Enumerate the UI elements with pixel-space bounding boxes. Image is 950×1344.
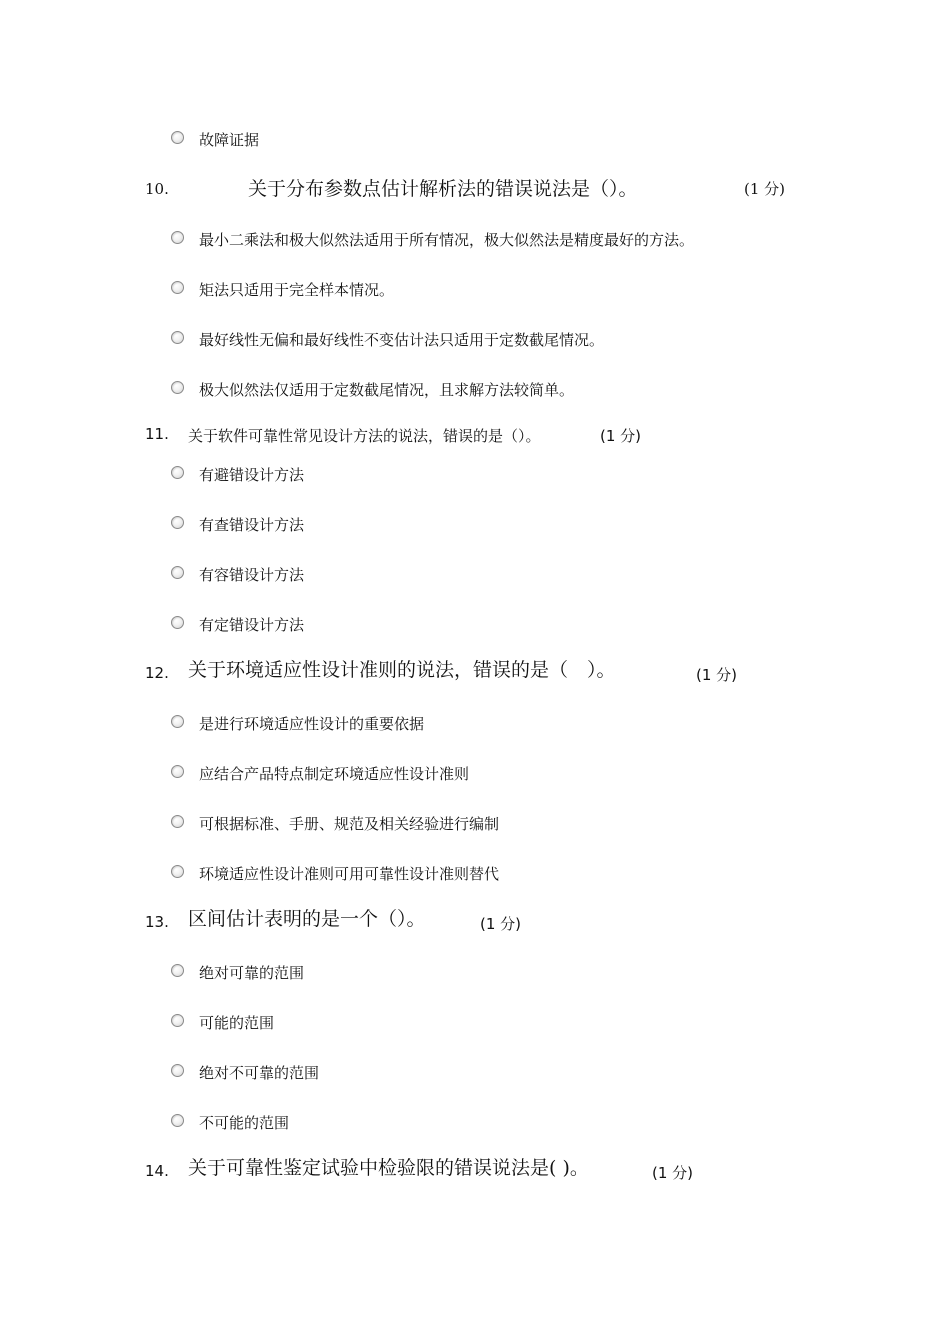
option-label: 是进行环境适应性设计的重要依据 [199, 715, 425, 733]
option-label: 可能的范围 [199, 1014, 275, 1032]
option-label: 有容错设计方法 [199, 566, 305, 584]
option-q13-a[interactable] [171, 961, 304, 985]
radio-button-icon[interactable] [171, 466, 184, 479]
question-number: 13. [145, 913, 169, 931]
option-q13-d[interactable] [171, 1111, 289, 1135]
question-score: (1 分) [652, 1164, 694, 1182]
radio-button-icon[interactable] [171, 381, 184, 394]
option-label: 矩法只适用于完全样本情况。 [199, 281, 395, 299]
question-score: (1 分) [696, 666, 738, 684]
radio-button-icon[interactable] [171, 865, 184, 878]
question-text: 关于分布参数点估计解析法的错误说法是（）。 [248, 178, 638, 200]
option-label: 故障证据 [199, 131, 260, 149]
option-label: 最小二乘法和极大似然法适用于所有情况，极大似然法是精度最好的方法。 [199, 231, 695, 249]
option-q11-c[interactable] [171, 563, 304, 587]
radio-button-icon[interactable] [171, 231, 184, 244]
option-q10-b[interactable] [171, 278, 394, 302]
question-12 [0, 652, 950, 686]
option-label: 绝对不可靠的范围 [199, 1064, 320, 1082]
question-text: 区间估计表明的是一个（）。 [188, 908, 426, 930]
radio-button-icon[interactable] [171, 616, 184, 629]
option-q12-b[interactable] [171, 762, 469, 786]
radio-button-icon[interactable] [171, 566, 184, 579]
option-label: 极大似然法仅适用于定数截尾情况，且求解方法较简单。 [199, 381, 575, 399]
option-label: 环境适应性设计准则可用可靠性设计准则替代 [199, 865, 500, 883]
radio-button-icon[interactable] [171, 765, 184, 778]
option-q13-b[interactable] [171, 1011, 274, 1035]
question-text: 关于环境适应性设计准则的说法，错误的是（ ）。 [188, 659, 616, 681]
radio-button-icon[interactable] [171, 131, 184, 144]
option-q9-d[interactable] [171, 128, 259, 152]
question-text: 关于可靠性鉴定试验中检验限的错误说法是( )。 [188, 1157, 589, 1179]
option-label: 有查错设计方法 [199, 516, 305, 534]
question-score: (1 分) [480, 915, 522, 933]
option-q10-d[interactable] [171, 378, 574, 402]
option-q11-d[interactable] [171, 613, 304, 637]
option-label: 可根据标准、手册、规范及相关经验进行编制 [199, 815, 500, 833]
option-q11-b[interactable] [171, 513, 304, 537]
option-label: 有定错设计方法 [199, 616, 305, 634]
option-q12-c[interactable] [171, 812, 499, 836]
option-label: 应结合产品特点制定环境适应性设计准则 [199, 765, 470, 783]
question-number: 11. [145, 425, 169, 443]
question-number: 14. [145, 1162, 169, 1180]
question-10 [0, 172, 950, 206]
option-q10-a[interactable] [171, 228, 694, 252]
option-label: 不可能的范围 [199, 1114, 290, 1132]
option-q12-d[interactable] [171, 862, 499, 886]
option-q11-a[interactable] [171, 463, 304, 487]
radio-button-icon[interactable] [171, 1114, 184, 1127]
question-number: 10. [145, 180, 169, 198]
radio-button-icon[interactable] [171, 964, 184, 977]
question-number: 12. [145, 664, 169, 682]
radio-button-icon[interactable] [171, 516, 184, 529]
question-text: 关于软件可靠性常见设计方法的说法，错误的是（）。 [188, 427, 541, 445]
radio-button-icon[interactable] [171, 1014, 184, 1027]
option-q10-c[interactable] [171, 328, 604, 352]
radio-button-icon[interactable] [171, 715, 184, 728]
radio-button-icon[interactable] [171, 1064, 184, 1077]
question-13 [0, 902, 950, 936]
question-score: (1 分) [744, 180, 786, 198]
option-label: 绝对可靠的范围 [199, 964, 305, 982]
option-label: 最好线性无偏和最好线性不变估计法只适用于定数截尾情况。 [199, 331, 605, 349]
option-q12-a[interactable] [171, 712, 424, 736]
radio-button-icon[interactable] [171, 281, 184, 294]
option-label: 有避错设计方法 [199, 466, 305, 484]
radio-button-icon[interactable] [171, 815, 184, 828]
option-q13-c[interactable] [171, 1061, 319, 1085]
question-11 [0, 420, 950, 454]
radio-button-icon[interactable] [171, 331, 184, 344]
question-score: (1 分) [600, 427, 642, 445]
question-14 [0, 1151, 950, 1185]
